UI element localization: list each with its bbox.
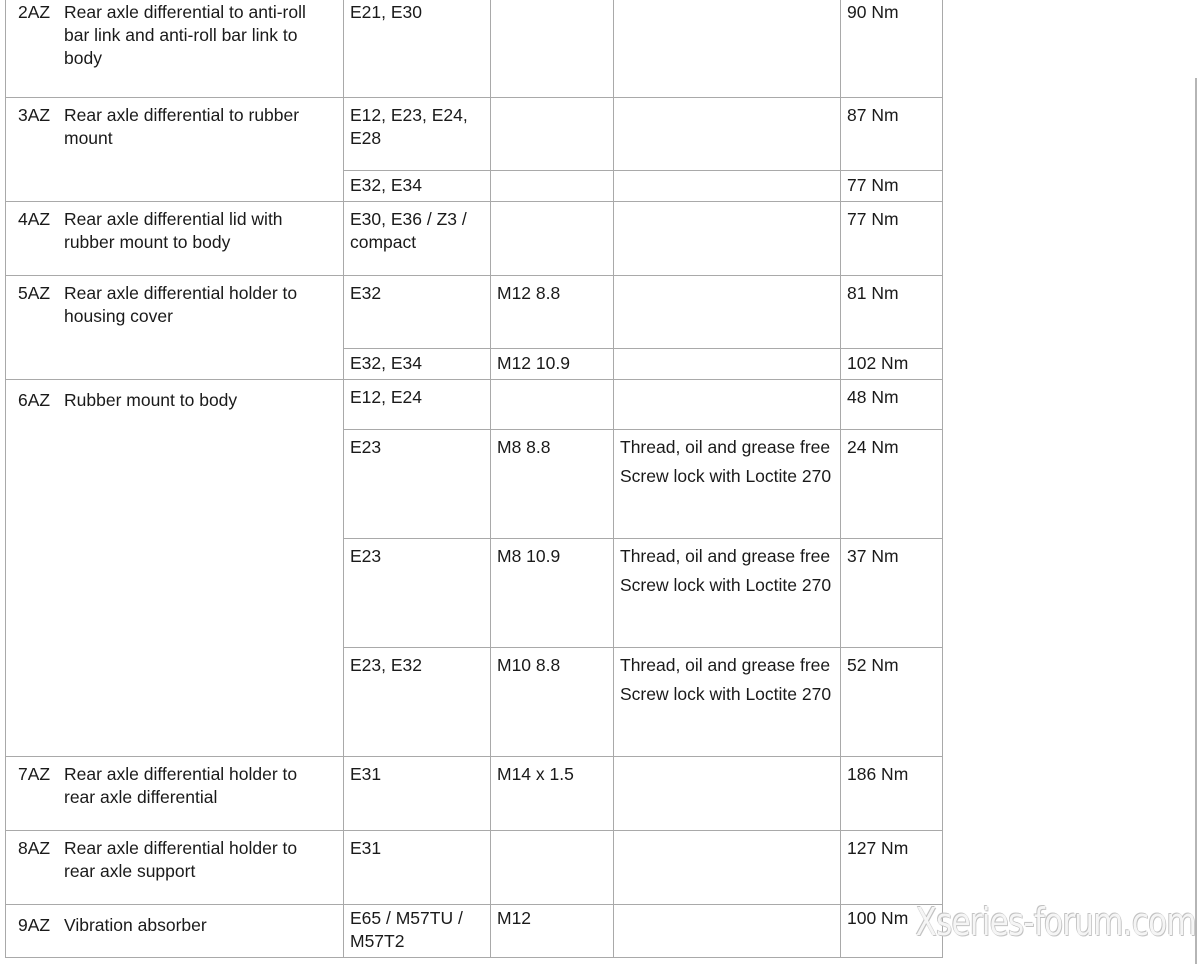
item-description: Rear axle differential to rubber mount [64, 105, 300, 148]
note-text: Thread, oil and grease free [620, 546, 831, 566]
item-description: Rear axle differential holder to rear axle differential [64, 764, 298, 807]
vehicle-cell: E12, E24 [344, 380, 491, 430]
note-text: Screw lock with Loctite 270 [620, 466, 832, 486]
table-row [6, 757, 943, 831]
note-cell [614, 648, 841, 757]
vehicle-cell: E21, E30 [344, 0, 491, 98]
item-code: 6AZ [18, 390, 51, 410]
table-row [6, 98, 943, 171]
torque-cell: 24 Nm [841, 430, 943, 539]
torque-cell: 100 Nm [841, 905, 943, 958]
vehicle-cell: E12, E23, E24, E28 [344, 98, 491, 171]
table-row [6, 905, 943, 958]
item-cell [6, 98, 344, 202]
item-cell [6, 831, 344, 905]
item-description: Rubber mount to body [64, 390, 238, 410]
note-cell [614, 98, 841, 171]
torque-specification-table [5, 0, 943, 958]
note-cell [614, 276, 841, 349]
table-row [6, 0, 943, 98]
item-description: Rear axle differential holder to rear axle support [64, 838, 298, 881]
item-code: 7AZ [18, 764, 51, 784]
vehicle-cell: E23, E32 [344, 648, 491, 757]
table-row [6, 380, 943, 430]
torque-cell: 52 Nm [841, 648, 943, 757]
note-text: Screw lock with Loctite 270 [620, 684, 832, 704]
item-code: 3AZ [18, 105, 51, 125]
item-code: 2AZ [18, 2, 51, 22]
table-row [6, 831, 943, 905]
torque-cell: 81 Nm [841, 276, 943, 349]
size-cell: M14 x 1.5 [491, 757, 614, 831]
watermark-text: Xseries-forum.com [915, 900, 1196, 944]
item-cell [6, 202, 344, 276]
item-code: 8AZ [18, 838, 51, 858]
torque-cell: 87 Nm [841, 98, 943, 171]
item-description: Rear axle differential holder to housing cover [64, 283, 298, 326]
size-cell [491, 202, 614, 276]
vehicle-cell: E31 [344, 757, 491, 831]
note-text: Screw lock with Loctite 270 [620, 575, 832, 595]
item-description: Rear axle differential lid with rubber mount to body [64, 209, 283, 252]
note-cell [614, 380, 841, 430]
size-cell: M12 10.9 [491, 349, 614, 380]
item-code: 9AZ [18, 915, 51, 935]
note-cell [614, 349, 841, 380]
table-row [6, 276, 943, 349]
note-cell [614, 0, 841, 98]
torque-cell: 90 Nm [841, 0, 943, 98]
note-text: Thread, oil and grease free [620, 437, 831, 457]
note-cell [614, 831, 841, 905]
size-cell: M12 8.8 [491, 276, 614, 349]
size-cell [491, 831, 614, 905]
item-code: 4AZ [18, 209, 51, 229]
item-cell [6, 0, 344, 98]
vehicle-cell: E32, E34 [344, 171, 491, 202]
vehicle-cell: E23 [344, 430, 491, 539]
torque-cell: 186 Nm [841, 757, 943, 831]
vehicle-cell: E32 [344, 276, 491, 349]
note-cell [614, 202, 841, 276]
size-cell [491, 98, 614, 171]
item-description: Vibration absorber [64, 915, 207, 935]
item-code: 5AZ [18, 283, 51, 303]
torque-cell: 77 Nm [841, 202, 943, 276]
item-cell [6, 757, 344, 831]
note-cell [614, 171, 841, 202]
torque-cell: 37 Nm [841, 539, 943, 648]
item-cell [6, 905, 344, 958]
item-cell [6, 276, 344, 380]
vehicle-cell: E30, E36 / Z3 / compact [344, 202, 491, 276]
size-cell [491, 0, 614, 98]
torque-cell: 102 Nm [841, 349, 943, 380]
vehicle-cell: E32, E34 [344, 349, 491, 380]
size-cell: M8 8.8 [491, 430, 614, 539]
vehicle-cell: E23 [344, 539, 491, 648]
page-edge-divider [1195, 78, 1197, 964]
size-cell: M10 8.8 [491, 648, 614, 757]
vehicle-cell: E65 / M57TU / M57T2 [344, 905, 491, 958]
size-cell [491, 171, 614, 202]
size-cell [491, 380, 614, 430]
note-cell [614, 905, 841, 958]
note-cell [614, 539, 841, 648]
vehicle-cell: E31 [344, 831, 491, 905]
torque-cell: 127 Nm [841, 831, 943, 905]
note-cell [614, 757, 841, 831]
torque-cell: 48 Nm [841, 380, 943, 430]
torque-cell: 77 Nm [841, 171, 943, 202]
size-cell: M12 [491, 905, 614, 958]
size-cell: M8 10.9 [491, 539, 614, 648]
note-text: Thread, oil and grease free [620, 655, 831, 675]
item-description: Rear axle differential to anti-roll bar link and anti-roll bar link to body [64, 2, 306, 68]
item-cell [6, 380, 344, 757]
table-row [6, 202, 943, 276]
note-cell [614, 430, 841, 539]
